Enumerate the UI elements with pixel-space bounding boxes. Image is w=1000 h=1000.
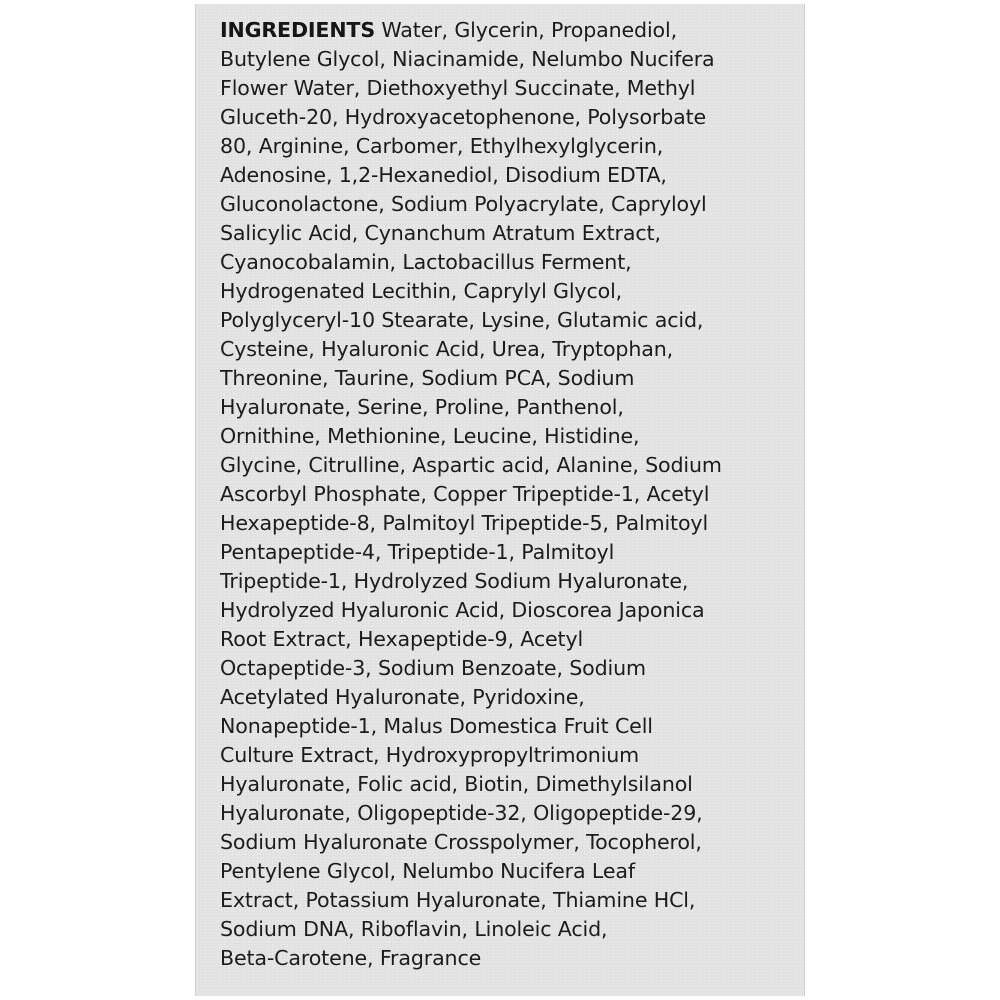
ingredients-line: Octapeptide-3, Sodium Benzoate, Sodium xyxy=(220,656,646,680)
ingredients-line: Hydrogenated Lecithin, Caprylyl Glycol, xyxy=(220,279,623,303)
ingredients-line: Gluconolactone, Sodium Polyacrylate, Capryloyl xyxy=(220,192,707,216)
ingredients-line: Root Extract, Hexapeptide-9, Acetyl xyxy=(220,627,584,651)
ingredients-heading: INGREDIENTS xyxy=(220,18,376,42)
ingredients-line: Salicylic Acid, Cynanchum Atratum Extract, xyxy=(220,221,661,245)
ingredients-line: Culture Extract, Hydroxypropyltrimonium xyxy=(220,743,640,767)
ingredients-line-text: Water, Glycerin, Propanediol, xyxy=(375,18,677,42)
ingredients-line: Threonine, Taurine, Sodium PCA, Sodium xyxy=(220,366,635,390)
ingredients-line: Pentapeptide-4, Tripeptide-1, Palmitoyl xyxy=(220,540,615,564)
ingredients-line: Tripeptide-1, Hydrolyzed Sodium Hyaluronate, xyxy=(220,569,689,593)
ingredients-line: Flower Water, Diethoxyethyl Succinate, Methyl xyxy=(220,76,696,100)
ingredients-line: Cyanocobalamin, Lactobacillus Ferment, xyxy=(220,250,632,274)
ingredients-line: Beta-Carotene, Fragrance xyxy=(220,946,482,970)
ingredients-line: Ornithine, Methionine, Leucine, Histidine, xyxy=(220,424,640,448)
ingredients-line: Hydrolyzed Hyaluronic Acid, Dioscorea Japonica xyxy=(220,598,705,622)
ingredients-line: Butylene Glycol, Niacinamide, Nelumbo Nucifera xyxy=(220,47,715,71)
ingredients-line: Cysteine, Hyaluronic Acid, Urea, Tryptophan, xyxy=(220,337,673,361)
ingredients-line: Adenosine, 1,2-Hexanediol, Disodium EDTA, xyxy=(220,163,667,187)
ingredients-line: Polyglyceryl-10 Stearate, Lysine, Glutamic acid, xyxy=(220,308,704,332)
ingredients-line: Sodium Hyaluronate Crosspolymer, Tocopherol, xyxy=(220,830,702,854)
ingredients-line xyxy=(220,16,798,45)
ingredients-line: 80, Arginine, Carbomer, Ethylhexylglycerin, xyxy=(220,134,664,158)
ingredients-line: Nonapeptide-1, Malus Domestica Fruit Cell xyxy=(220,714,653,738)
ingredients-line: Hyaluronate, Serine, Proline, Panthenol, xyxy=(220,395,624,419)
ingredients-line: Hexapeptide-8, Palmitoyl Tripeptide-5, Palmitoyl xyxy=(220,511,709,535)
ingredients-line: Extract, Potassium Hyaluronate, Thiamine HCl, xyxy=(220,888,696,912)
ingredients-line: Hyaluronate, Oligopeptide-32, Oligopeptide-29, xyxy=(220,801,703,825)
ingredients-line: Gluceth-20, Hydroxyacetophenone, Polysorbate xyxy=(220,105,707,129)
ingredients-line: Acetylated Hyaluronate, Pyridoxine, xyxy=(220,685,585,709)
ingredients-line: Pentylene Glycol, Nelumbo Nucifera Leaf xyxy=(220,859,635,883)
ingredients-label-panel xyxy=(195,4,805,996)
ingredients-line: Sodium DNA, Riboflavin, Linoleic Acid, xyxy=(220,917,608,941)
ingredients-list xyxy=(220,16,798,973)
ingredients-line: Hyaluronate, Folic acid, Biotin, Dimethylsilanol xyxy=(220,772,693,796)
ingredients-line: Ascorbyl Phosphate, Copper Tripeptide-1, Acetyl xyxy=(220,482,710,506)
ingredients-line: Glycine, Citrulline, Aspartic acid, Alanine, Sodium xyxy=(220,453,722,477)
